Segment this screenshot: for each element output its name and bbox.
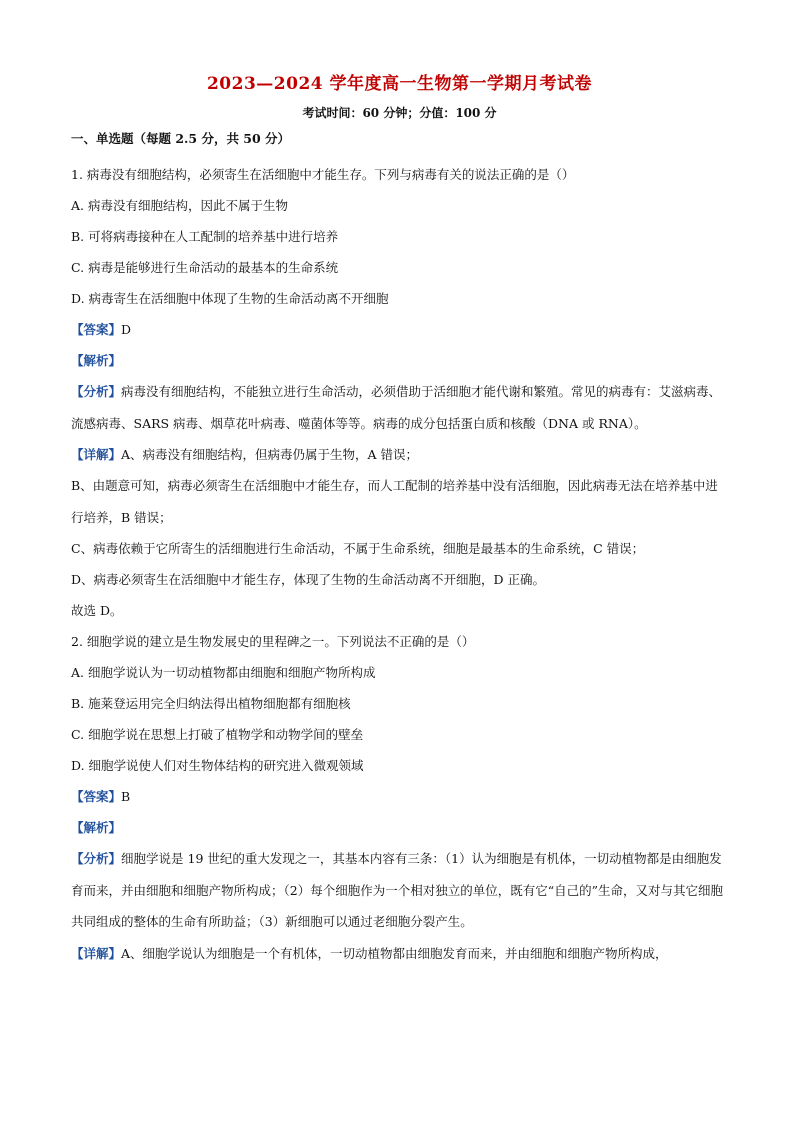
question-1-detail-c: C、病毒依赖于它所寄生的活细胞进行生命活动，不属于生命系统，细胞是最基本的生命系统，C 错误； (71, 541, 645, 556)
question-2-analysis (71, 843, 728, 938)
question-2-jiexi (71, 812, 728, 843)
question-1-detail-b: B、由题意可知，病毒必须寄生在活细胞中才能生存，而人工配制的培养基中没有活细胞，因此病毒无法在培养基中进行培养，B 错误； (71, 478, 718, 525)
question-2-stem: 2. 细胞学说的建立是生物发展史的里程碑之一。下列说法不正确的是（） (71, 634, 475, 649)
question-1-detail-d: D、病毒必须寄生在活细胞中才能生存，体现了生物的生命活动离不开细胞，D 正确。 (71, 572, 546, 587)
question-1-answer (71, 314, 728, 345)
question-2-detail-a (71, 938, 728, 969)
question-2-answer (71, 781, 728, 812)
question-1-option-b: B. 可将病毒接种在人工配制的培养基中进行培养 (71, 229, 339, 244)
analysis-text: 病毒没有细胞结构，不能独立进行生命活动，必须借助于活细胞才能代谢和繁殖。常见的病毒有：艾滋病毒、流感病毒、SARS 病毒、烟草花叶病毒、噬菌体等等。病毒的成分包括蛋白质和核酸（DNA 或 RNA）。 (71, 384, 722, 431)
detail-text: A、细胞学说认为细胞是一个有机体，一切动植物都由细胞发育而来，并由细胞和细胞产物所构成， (121, 945, 668, 961)
question-1-analysis (71, 376, 728, 439)
question-1-option-a: A. 病毒没有细胞结构，因此不属于生物 (71, 198, 288, 213)
xiangjie-tag: 【详解】 (71, 945, 122, 961)
question-2-option-d: D. 细胞学说使人们对生物体结构的研究进入微观领域 (71, 758, 364, 773)
question-1-option-c: C. 病毒是能够进行生命活动的最基本的生命系统 (71, 260, 339, 275)
jiexi-tag: 【解析】 (71, 820, 122, 835)
analysis-text: 细胞学说是 19 世纪的重大发现之一，其基本内容有三条：（1）认为细胞是有机体，一切动植物都是由细胞发育而来，并由细胞和细胞产物所构成；（2）每个细胞作为一个相对独立的单位，既有它“自己的”生命，又对与其它细胞共同组成的整体的生命有所助益；（3）新细胞可以通过老细胞分裂产生。 (71, 851, 723, 929)
question-2-option-a: A. 细胞学说认为一切动植物都由细胞和细胞产物所构成 (71, 665, 376, 680)
question-1-stem: 1. 病毒没有细胞结构，必须寄生在活细胞中才能生存。下列与病毒有关的说法正确的是（） (71, 167, 575, 182)
answer-value: B (121, 789, 131, 804)
answer-tag: 【答案】 (71, 789, 122, 804)
question-1-conclusion: 故选 D。 (71, 603, 123, 618)
section-heading: 一、单选题（每题 2.5 分，共 50 分） (71, 131, 291, 146)
question-2-option-b: B. 施莱登运用完全归纳法得出植物细胞都有细胞核 (71, 696, 351, 711)
question-1-jiexi (71, 345, 728, 376)
fenxi-tag: 【分析】 (71, 851, 122, 866)
xiangjie-tag: 【详解】 (71, 447, 122, 462)
exam-title: 2023—2024 学年度高一生物第一学期月考试卷 (206, 74, 593, 94)
answer-tag: 【答案】 (71, 322, 122, 337)
fenxi-tag: 【分析】 (71, 384, 122, 399)
question-2-option-c: C. 细胞学说在思想上打破了植物学和动物学间的壁垒 (71, 727, 364, 742)
question-1-detail-a (71, 439, 728, 470)
answer-value: D (121, 322, 132, 337)
jiexi-tag: 【解析】 (71, 353, 122, 368)
question-1-option-d: D. 病毒寄生在活细胞中体现了生物的生命活动离不开细胞 (71, 291, 389, 306)
exam-info: 考试时间：60 分钟；分值：100 分 (302, 106, 497, 120)
detail-text: A、病毒没有细胞结构，但病毒仍属于生物，A 错误； (121, 447, 419, 462)
